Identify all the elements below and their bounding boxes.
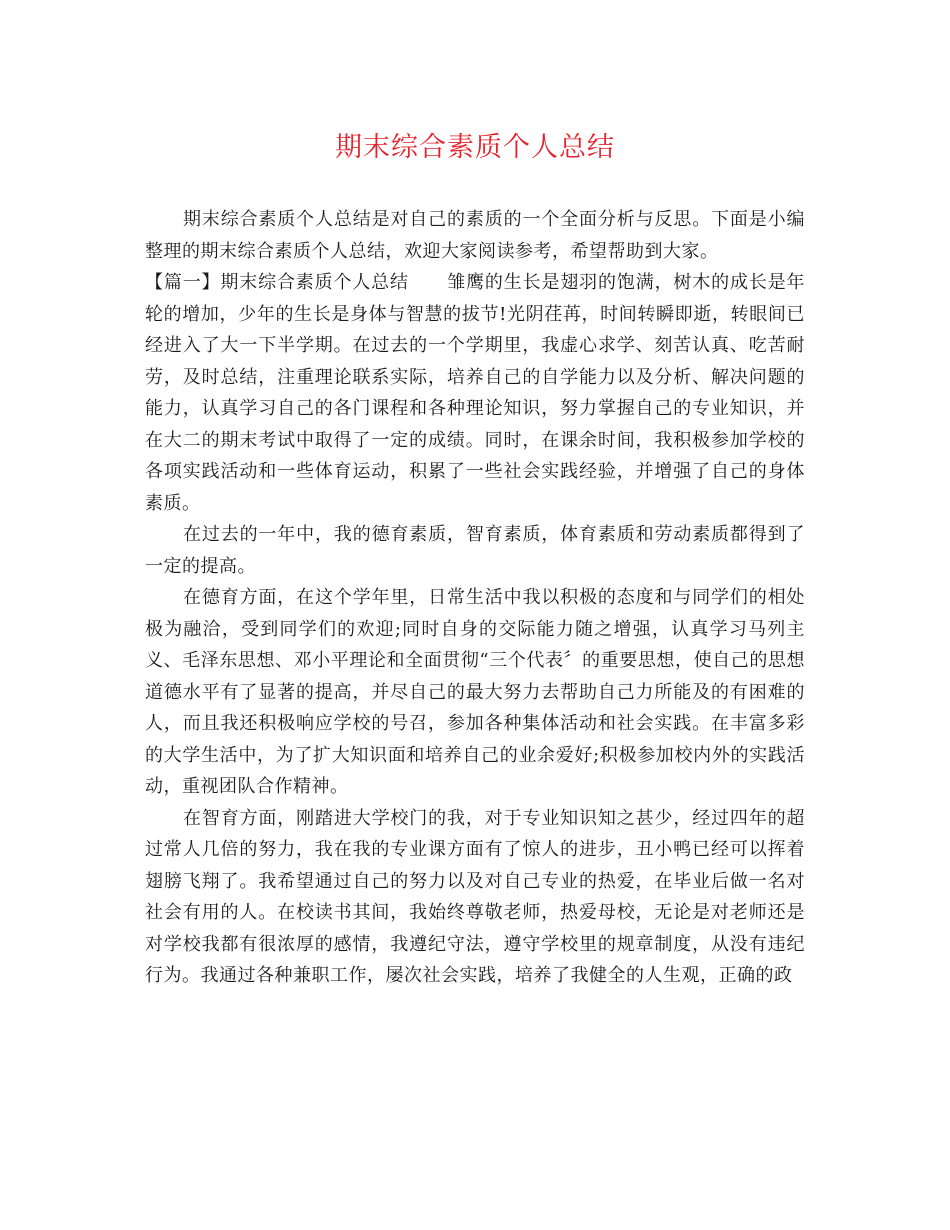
document-title: 期末综合素质个人总结 (335, 132, 615, 163)
intro-paragraph: 期末综合素质个人总结是对自己的素质的一个全面分析与反思。下面是小编整理的期末综合素质个人总结，欢迎大家阅读参考，希望帮助到大家。 (145, 209, 805, 262)
section-first-text: 雏鹰的生长是翅羽的饱满，树木的成长是年轮的增加，少年的生长是身体与智慧的拔节!光阴荏苒，时间转瞬即逝，转眼间已经进入了大一下半学期。在过去的一个学期里，我虚心求学、刻苦认真、吃苦耐劳，及时总结，注重理论联系实际，培养自己的自学能力以及分析、解决问题的能力，认真学习自己的各门课程和各种理论知识，努力掌握自己的专业知识，并在大二的期末考试中取得了一定的成绩。同时，在课余时间，我积极参加学校的各项实践活动和一些体育运动，积累了一些社会实践经验，并增强了自己的身体素质。 (145, 272, 806, 514)
body-paragraph-overview: 在过去的一年中，我的德育素质，智育素质，体育素质和劳动素质都得到了一定的提高。 (145, 524, 805, 577)
document-page (145, 128, 805, 992)
body-paragraph-intellectual: 在智育方面，刚踏进大学校门的我，对于专业知识知之甚少，经过四年的超过常人几倍的努力，我在我的专业课方面有了惊人的进步，丑小鸭已经可以挥着翅膀飞翔了。我希望通过自己的努力以及对自己专业的热爱，在毕业后做一名对社会有用的人。在校读书其间，我始终尊敬老师，热爱母校，无论是对老师还是对学校我都有很浓厚的感情，我遵纪守法，遵守学校里的规章制度，从没有违纪行为。我通过各种兼职工作，屡次社会实践，培养了我健全的人生观，正确的政 (145, 807, 805, 986)
section-one-paragraph (145, 267, 805, 519)
body-paragraph-moral: 在德育方面，在这个学年里，日常生活中我以积极的态度和与同学们的相处极为融洽，受到同学们的欢迎;同时自身的交际能力随之增强，认真学习马列主义、毛泽东思想、邓小平理论和全面贯彻“三个代表〞的重要思想，使自己的思想道德水平有了显著的提高，并尽自己的最大努力去帮助自己力所能及的有困难的人，而且我还积极响应学校的号召，参加各种集体活动和社会实践。在丰富多彩的大学生活中，为了扩大知识面和培养自己的业余爱好;积极参加校内外的实践活动，重视团队合作精神。 (145, 587, 805, 797)
section-heading: 【篇一】期末综合素质个人总结 (145, 272, 409, 293)
